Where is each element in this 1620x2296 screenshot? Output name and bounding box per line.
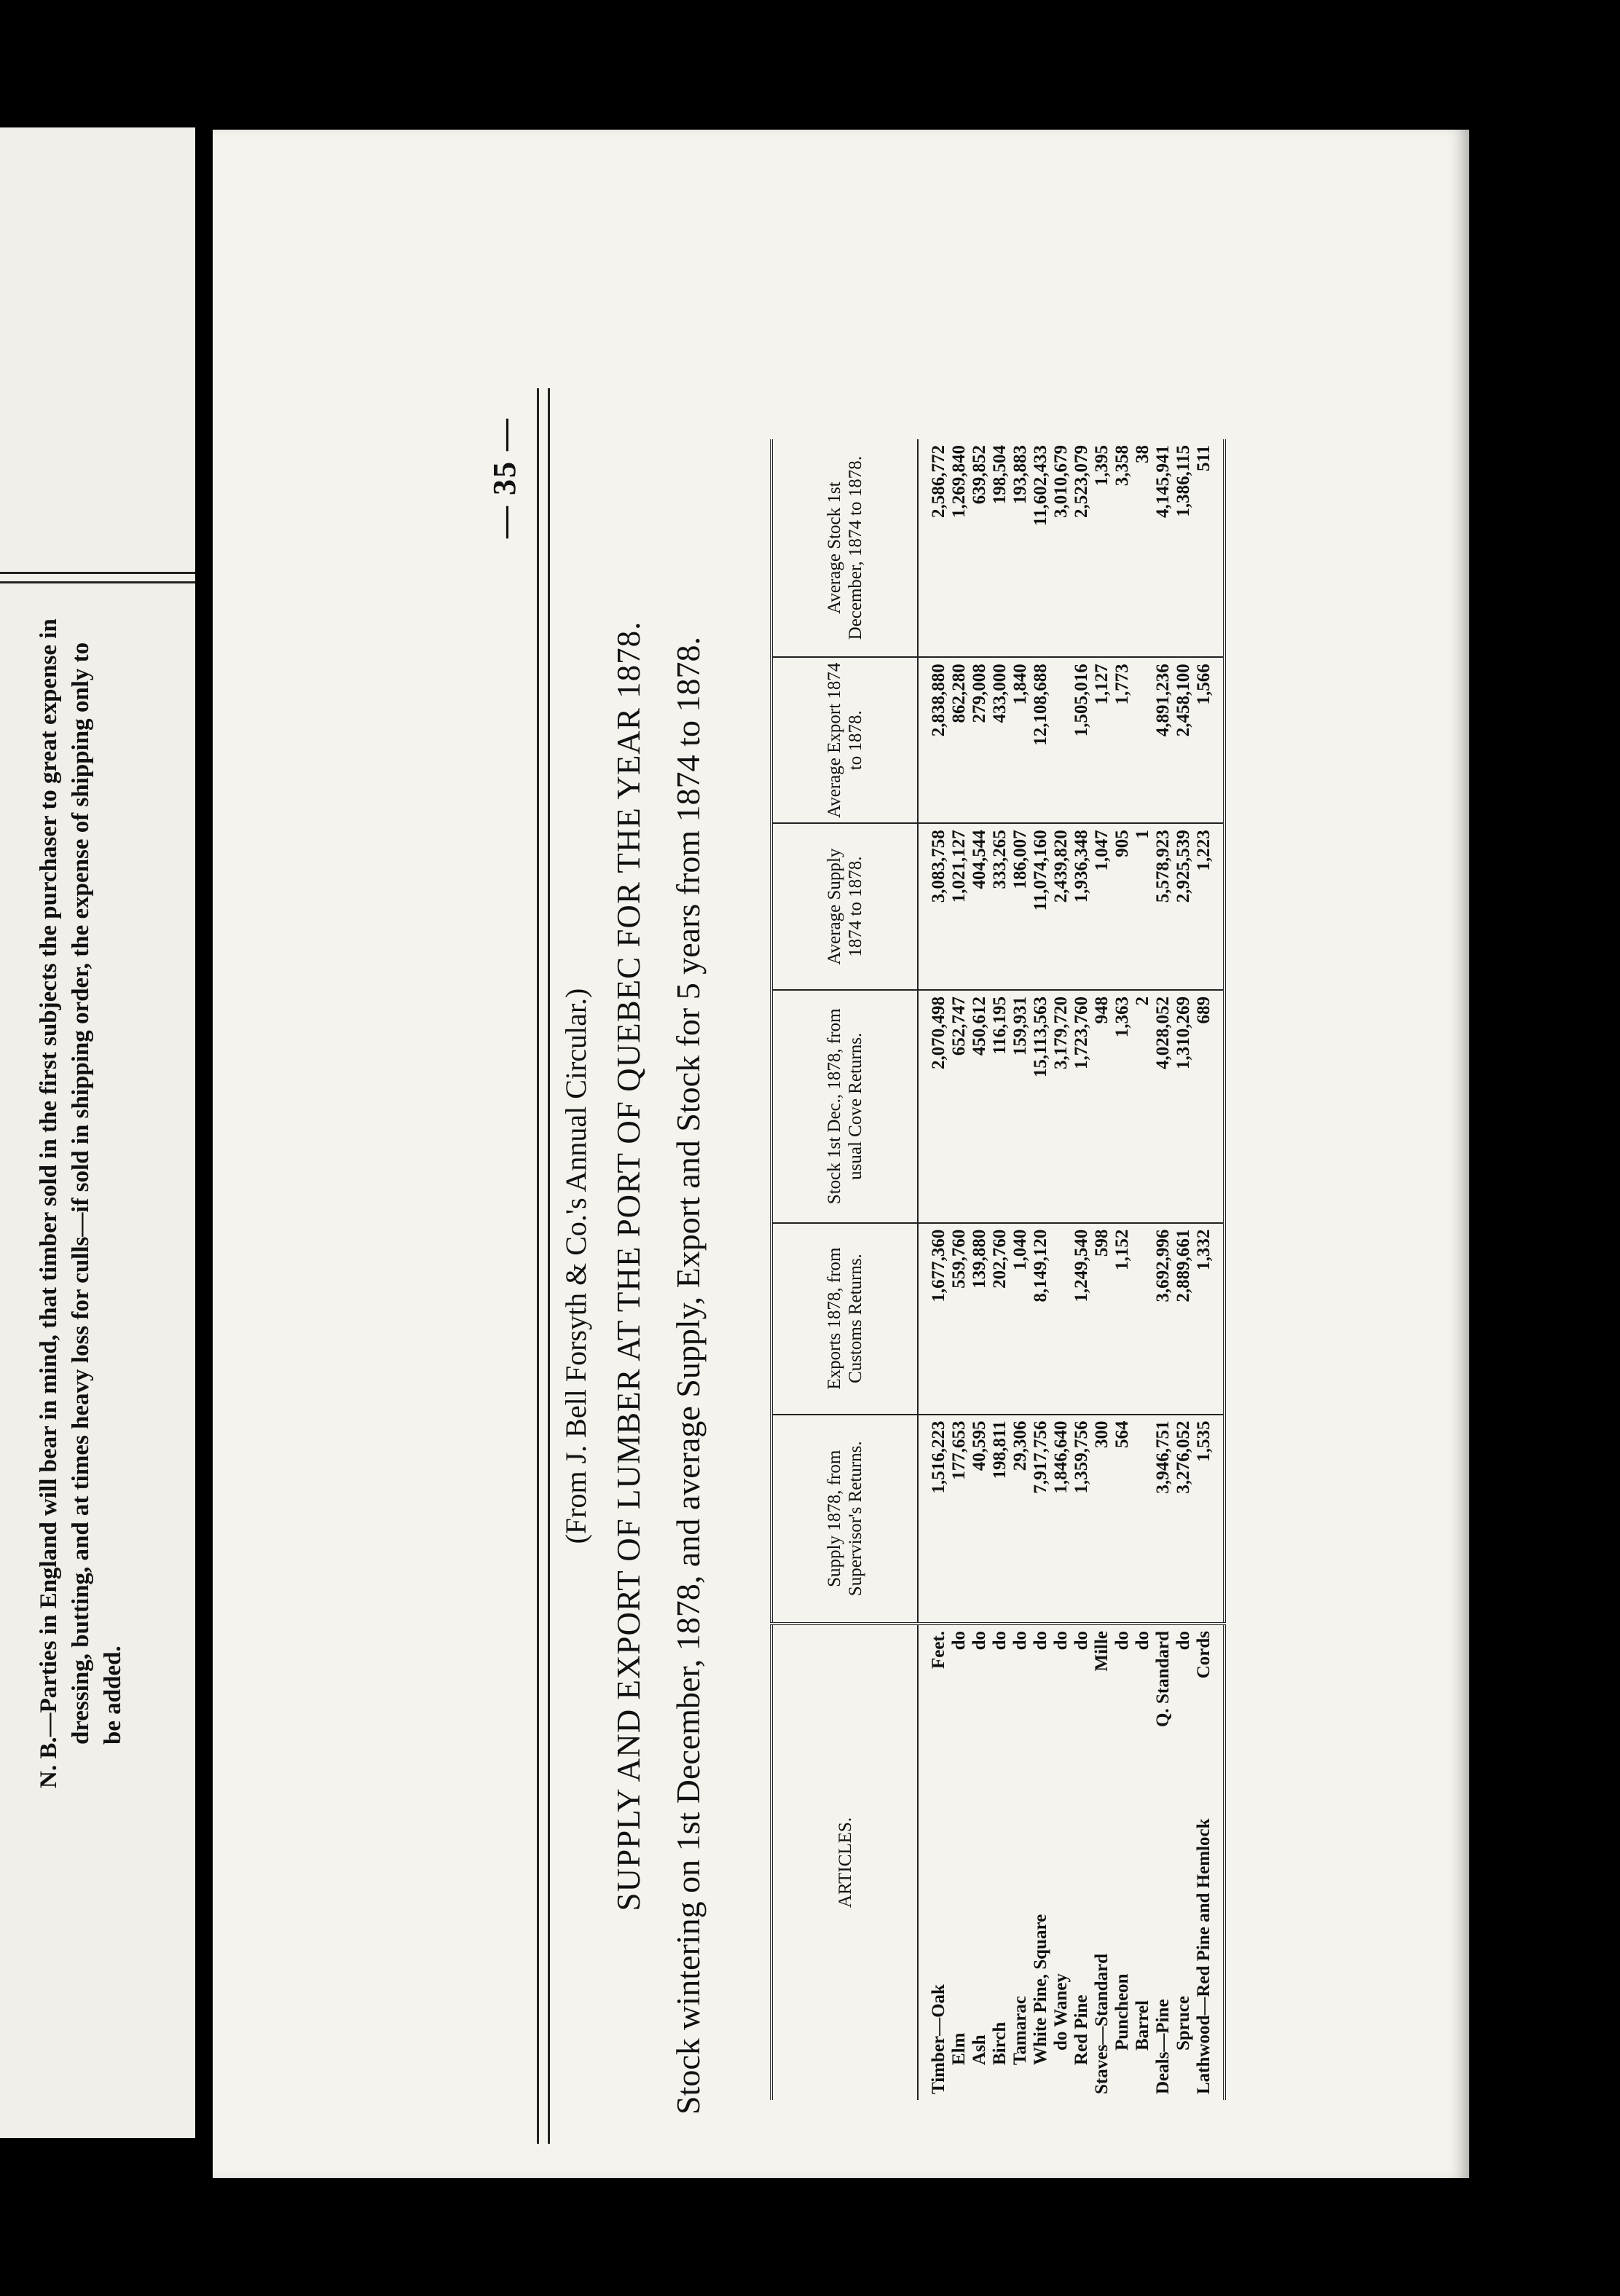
value-cell-stock: 450,612: [970, 990, 990, 1223]
article-cell: [1092, 1624, 1112, 2100]
value-cell-stock: 3,179,720: [1051, 990, 1072, 1223]
value-cell-exports: 2,889,661: [1173, 1223, 1194, 1415]
value-cell-avg-export: 1,505,016: [1072, 657, 1092, 823]
article-unit: Q. Standard: [1153, 1631, 1173, 1727]
value-cell-supply: 1,359,756: [1072, 1415, 1092, 1624]
value-cell-avg-stock: 1,395: [1092, 439, 1112, 657]
value-cell-supply: 1,516,223: [918, 1415, 949, 1624]
value-cell-stock: 2,070,498: [918, 990, 949, 1223]
value-cell-avg-stock: 3,358: [1112, 439, 1133, 657]
value-cell-avg-supply: 1,021,127: [949, 823, 970, 990]
value-cell-stock: 948: [1092, 990, 1112, 1223]
article-name: Lathwood—Red Pine and Hemlock: [1194, 1818, 1214, 2094]
value-cell-exports: 8,149,120: [1031, 1223, 1051, 1415]
article-unit: do: [1051, 1631, 1071, 1651]
value-cell-exports: 139,880: [970, 1223, 990, 1415]
article-name: do Waney: [1051, 1973, 1071, 2051]
article-cell: [1112, 1624, 1133, 2100]
value-cell-supply: 1,535: [1194, 1415, 1224, 1624]
value-cell-exports: [1051, 1223, 1072, 1415]
table-row: [1031, 439, 1051, 2100]
value-cell-avg-supply: 1,223: [1194, 823, 1224, 990]
value-cell-exports: 202,760: [990, 1223, 1010, 1415]
article-name: Ash: [970, 2034, 989, 2065]
value-cell-avg-stock: 198,504: [990, 439, 1010, 657]
rotated-content: [486, 388, 1345, 2144]
article-name: Deals—Pine: [1153, 1999, 1173, 2094]
header-avg-stock: Average Stock 1st December, 1874 to 1878.: [771, 439, 918, 657]
table-row: [1051, 439, 1072, 2100]
value-cell-stock: 1,310,269: [1173, 990, 1194, 1223]
value-cell-stock: 159,931: [1010, 990, 1031, 1223]
header-avg-supply: Average Supply 1874 to 1878.: [771, 823, 918, 990]
table-row: [918, 439, 949, 2100]
value-cell-avg-stock: 2,586,772: [918, 439, 949, 657]
value-cell-avg-supply: 1: [1133, 823, 1153, 990]
value-cell-avg-export: 1,773: [1112, 657, 1133, 823]
header-supply: Supply 1878, from Supervisor's Returns.: [771, 1415, 918, 1624]
article-cell: [1051, 1624, 1072, 2100]
value-cell-exports: 1,677,360: [918, 1223, 949, 1415]
article-cell: [1010, 1624, 1031, 2100]
value-cell-avg-supply: 404,544: [970, 823, 990, 990]
value-cell-supply: [1133, 1415, 1153, 1624]
value-cell-avg-supply: 905: [1112, 823, 1133, 990]
value-cell-avg-stock: 11,602,433: [1031, 439, 1051, 657]
value-cell-avg-stock: 3,010,679: [1051, 439, 1072, 657]
value-cell-supply: 177,653: [949, 1415, 970, 1624]
previous-page-line: N. B.—Parties in England will bear in mind, that timber sold in the first subjects the purchaser to great expense in: [36, 618, 62, 1788]
table-row: [990, 439, 1010, 2100]
value-cell-exports: 1,249,540: [1072, 1223, 1092, 1415]
value-cell-stock: 116,195: [990, 990, 1010, 1223]
value-cell-avg-export: 4,891,236: [1153, 657, 1173, 823]
value-cell-avg-supply: 3,083,758: [918, 823, 949, 990]
value-cell-exports: 1,040: [1010, 1223, 1031, 1415]
value-cell-avg-export: 2,838,880: [918, 657, 949, 823]
table-row: [1194, 439, 1224, 2100]
table-row: [949, 439, 970, 2100]
value-cell-avg-export: 433,000: [990, 657, 1010, 823]
article-cell: [1153, 1624, 1173, 2100]
article-unit: do: [1133, 1631, 1152, 1651]
value-cell-avg-export: 2,458,100: [1173, 657, 1194, 823]
value-cell-exports: 1,332: [1194, 1223, 1224, 1415]
value-cell-exports: 598: [1092, 1223, 1112, 1415]
article-unit: do: [970, 1631, 989, 1651]
value-cell-avg-supply: 1,936,348: [1072, 823, 1092, 990]
value-cell-avg-supply: 186,007: [1010, 823, 1031, 990]
value-cell-avg-export: 862,280: [949, 657, 970, 823]
value-cell-avg-export: 279,008: [970, 657, 990, 823]
page-number: — 35 —: [487, 417, 522, 538]
value-cell-supply: 29,306: [1010, 1415, 1031, 1624]
table-row: [1112, 439, 1133, 2100]
value-cell-avg-supply: 2,925,539: [1173, 823, 1194, 990]
value-cell-avg-supply: 5,578,923: [1153, 823, 1173, 990]
article-name: Timber—Oak: [929, 1984, 948, 2094]
document-page: [213, 130, 1469, 2178]
table-row: [1072, 439, 1092, 2100]
article-unit: do: [1173, 1631, 1193, 1651]
value-cell-stock: 689: [1194, 990, 1224, 1223]
article-unit: do: [949, 1631, 969, 1651]
value-cell-stock: 652,747: [949, 990, 970, 1223]
article-name: Birch: [990, 2021, 1010, 2065]
value-cell-avg-export: 1,840: [1010, 657, 1031, 823]
value-cell-exports: [1133, 1223, 1153, 1415]
article-name: Tamarac: [1010, 1996, 1030, 2065]
previous-page-text: [36, 594, 153, 1788]
page-subtitle: Stock wintering on 1st December, 1878, and average Supply, Export and Stock for 5 years from 1874 to 1878.: [669, 637, 707, 2115]
value-cell-avg-stock: 38: [1133, 439, 1153, 657]
article-cell: [1072, 1624, 1092, 2100]
article-unit: do: [1010, 1631, 1030, 1651]
article-cell: [970, 1624, 990, 2100]
table-row: [1010, 439, 1031, 2100]
value-cell-avg-supply: 11,074,160: [1031, 823, 1051, 990]
value-cell-supply: 40,595: [970, 1415, 990, 1624]
value-cell-avg-stock: 1,269,840: [949, 439, 970, 657]
value-cell-supply: 564: [1112, 1415, 1133, 1624]
previous-page-line: be added.: [100, 1646, 126, 1745]
article-name: Spruce: [1173, 1996, 1193, 2051]
table-header-row: [771, 439, 918, 2100]
previous-page-rule: [0, 572, 195, 583]
header-articles: ARTICLES.: [771, 1624, 918, 2100]
previous-page-line: dressing, butting, and at times heavy loss for culls—if sold in shipping order, the expense of shipping only to: [68, 642, 94, 1745]
article-name: Elm: [949, 2032, 969, 2065]
article-cell: [918, 1624, 949, 2100]
value-cell-avg-export: 1,566: [1194, 657, 1224, 823]
article-unit: do: [1072, 1631, 1091, 1651]
table-row: [1153, 439, 1173, 2100]
value-cell-supply: 7,917,756: [1031, 1415, 1051, 1624]
value-cell-avg-stock: 639,852: [970, 439, 990, 657]
value-cell-stock: 4,028,052: [1153, 990, 1173, 1223]
article-cell: [1173, 1624, 1194, 2100]
article-name: White Pine, Square: [1031, 1914, 1050, 2065]
article-unit: do: [990, 1631, 1010, 1651]
article-cell: [990, 1624, 1010, 2100]
value-cell-exports: 3,692,996: [1153, 1223, 1173, 1415]
value-cell-supply: 300: [1092, 1415, 1112, 1624]
page-title: SUPPLY AND EXPORT OF LUMBER AT THE PORT OF QUEBEC FOR THE YEAR 1878.: [610, 621, 647, 1911]
article-unit: Mille: [1092, 1631, 1112, 1672]
value-cell-avg-stock: 1,386,115: [1173, 439, 1194, 657]
table-row: [1133, 439, 1153, 2100]
article-name: Red Pine: [1072, 1994, 1091, 2065]
value-cell-avg-export: 12,108,688: [1031, 657, 1051, 823]
value-cell-stock: 1,363: [1112, 990, 1133, 1223]
header-stock: Stock 1st Dec., 1878, from usual Cove Returns.: [771, 990, 918, 1223]
value-cell-stock: 1,723,760: [1072, 990, 1092, 1223]
value-cell-avg-stock: 4,145,941: [1153, 439, 1173, 657]
lumber-table: [770, 439, 1226, 2100]
value-cell-avg-supply: 333,265: [990, 823, 1010, 990]
article-cell: [1194, 1624, 1224, 2100]
value-cell-avg-stock: 2,523,079: [1072, 439, 1092, 657]
table-row: [970, 439, 990, 2100]
header-exports: Exports 1878, from Customs Returns.: [771, 1223, 918, 1415]
table-body: [918, 439, 1224, 2100]
value-cell-supply: 198,811: [990, 1415, 1010, 1624]
source-line: (From J. Bell Forsyth & Co.'s Annual Circular.): [559, 988, 592, 1544]
article-unit: do: [1031, 1631, 1050, 1651]
header-rule: [537, 388, 550, 2144]
previous-page: [0, 127, 195, 2138]
article-cell: [1031, 1624, 1051, 2100]
table-row: [1092, 439, 1112, 2100]
article-unit: Feet.: [929, 1631, 948, 1670]
article-unit: do: [1112, 1631, 1132, 1651]
article-name: Barrel: [1133, 2000, 1152, 2051]
header-avg-export: Average Export 1874 to 1878.: [771, 657, 918, 823]
value-cell-avg-export: [1133, 657, 1153, 823]
value-cell-stock: 15,113,563: [1031, 990, 1051, 1223]
value-cell-stock: 2: [1133, 990, 1153, 1223]
value-cell-supply: 1,846,640: [1051, 1415, 1072, 1624]
value-cell-avg-stock: 193,883: [1010, 439, 1031, 657]
value-cell-supply: 3,946,751: [1153, 1415, 1173, 1624]
table-row: [1173, 439, 1194, 2100]
article-unit: Cords: [1194, 1631, 1214, 1679]
value-cell-avg-export: [1051, 657, 1072, 823]
value-cell-avg-export: 1,127: [1092, 657, 1112, 823]
article-cell: [1133, 1624, 1153, 2100]
article-name: Staves—Standard: [1092, 1953, 1112, 2094]
article-cell: [949, 1624, 970, 2100]
value-cell-avg-stock: 511: [1194, 439, 1224, 657]
value-cell-avg-supply: 2,439,820: [1051, 823, 1072, 990]
article-name: Puncheon: [1112, 1973, 1132, 2051]
value-cell-exports: 559,760: [949, 1223, 970, 1415]
value-cell-exports: 1,152: [1112, 1223, 1133, 1415]
value-cell-supply: 3,276,052: [1173, 1415, 1194, 1624]
value-cell-avg-supply: 1,047: [1092, 823, 1112, 990]
